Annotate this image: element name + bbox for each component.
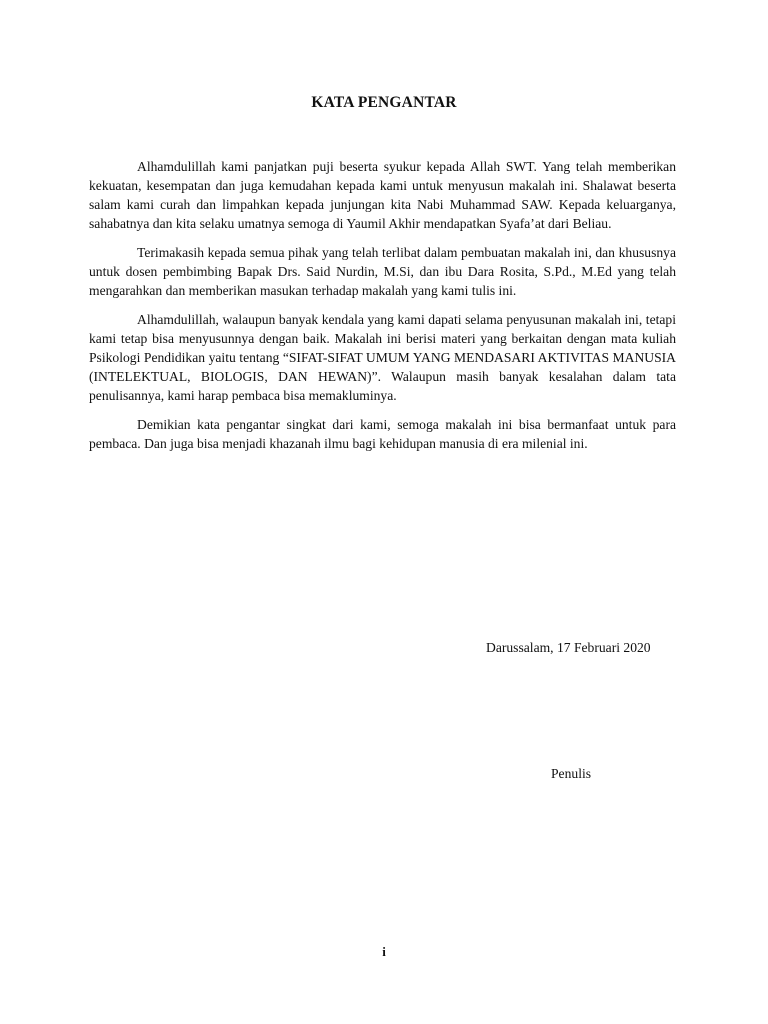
signer-name: Penulis [551,766,592,781]
place-date: Darussalam, 17 Februari 2020 [486,640,651,655]
page-title: KATA PENGANTAR [311,94,457,111]
page-number: i [382,944,386,959]
body-text [89,157,676,463]
paragraph-1: Alhamdulillah kami panjatkan puji beserta syukur kepada Allah SWT. Yang telah memberikan kekuatan, kesempatan dan juga kemudahan kepada kami untuk menyusun makalah ini. Shalawat beserta salam kami curah dan limpahkan kepada junjungan kita Nabi Muhammad SAW. Kepada keluarganya, sahabatnya dan kita selaku umatnya semoga di Yaumil Akhir mendapatkan Syafa’at dari Beliau. [89,159,676,231]
paragraph-3: Alhamdulillah, walaupun banyak kendala yang kami dapati selama penyusunan makalah ini, tetapi kami tetap bisa menyusunnya dengan baik. Makalah ini berisi materi yang berkaitan dengan mata kuliah Psikologi Pendidikan yaitu tentang “SIFAT-SIFAT UMUM YANG MENDASARI AKTIVITAS MANUSIA (INTELEKTUAL, BIOLOGIS, DAN HEWAN)”. Walaupun masih banyak kesalahan dalam tata penulisannya, kami harap pembaca bisa memakluminya. [89,312,676,403]
paragraph-4: Demikian kata pengantar singkat dari kami, semoga makalah ini bisa bermanfaat untuk para pembaca. Dan juga bisa menjadi khazanah ilmu bagi kehidupan manusia di era milenial ini. [89,417,676,451]
paragraph-2: Terimakasih kepada semua pihak yang telah terlibat dalam pembuatan makalah ini, dan khususnya untuk dosen pembimbing Bapak Drs. Said Nurdin, M.Si, dan ibu Dara Rosita, S.Pd., M.Ed yang telah mengarahkan dan memberikan masukan terhadap makalah yang kami tulis ini. [89,245,676,298]
